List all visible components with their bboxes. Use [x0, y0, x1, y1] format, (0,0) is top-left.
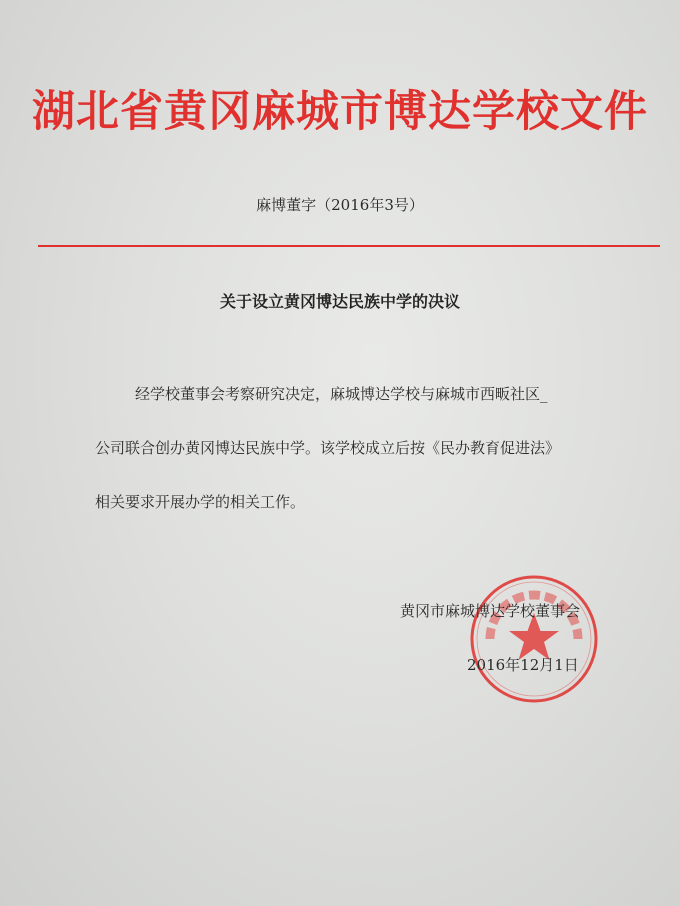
- body-line: 公司联合创办黄冈博达民族中学。该学校成立后按《民办教育促进法》: [95, 439, 561, 457]
- red-star-seal-icon: [468, 573, 600, 705]
- document-date: 2016年12月1日: [467, 656, 579, 674]
- body-line: 经学校董事会考察研究决定，麻城博达学校与麻城市西畈社区_: [135, 385, 548, 403]
- document-number: 麻博董字（2016年3号）: [256, 196, 424, 214]
- document-subject: 关于设立黄冈博达民族中学的决议: [219, 292, 460, 311]
- body-line: 相关要求开展办学的相关工作。: [95, 493, 306, 511]
- red-divider: [38, 245, 660, 247]
- signer-name: 黄冈市麻城博达学校董事会: [400, 602, 581, 620]
- document-header-title: 湖北省黄冈麻城市博达学校文件: [32, 87, 648, 137]
